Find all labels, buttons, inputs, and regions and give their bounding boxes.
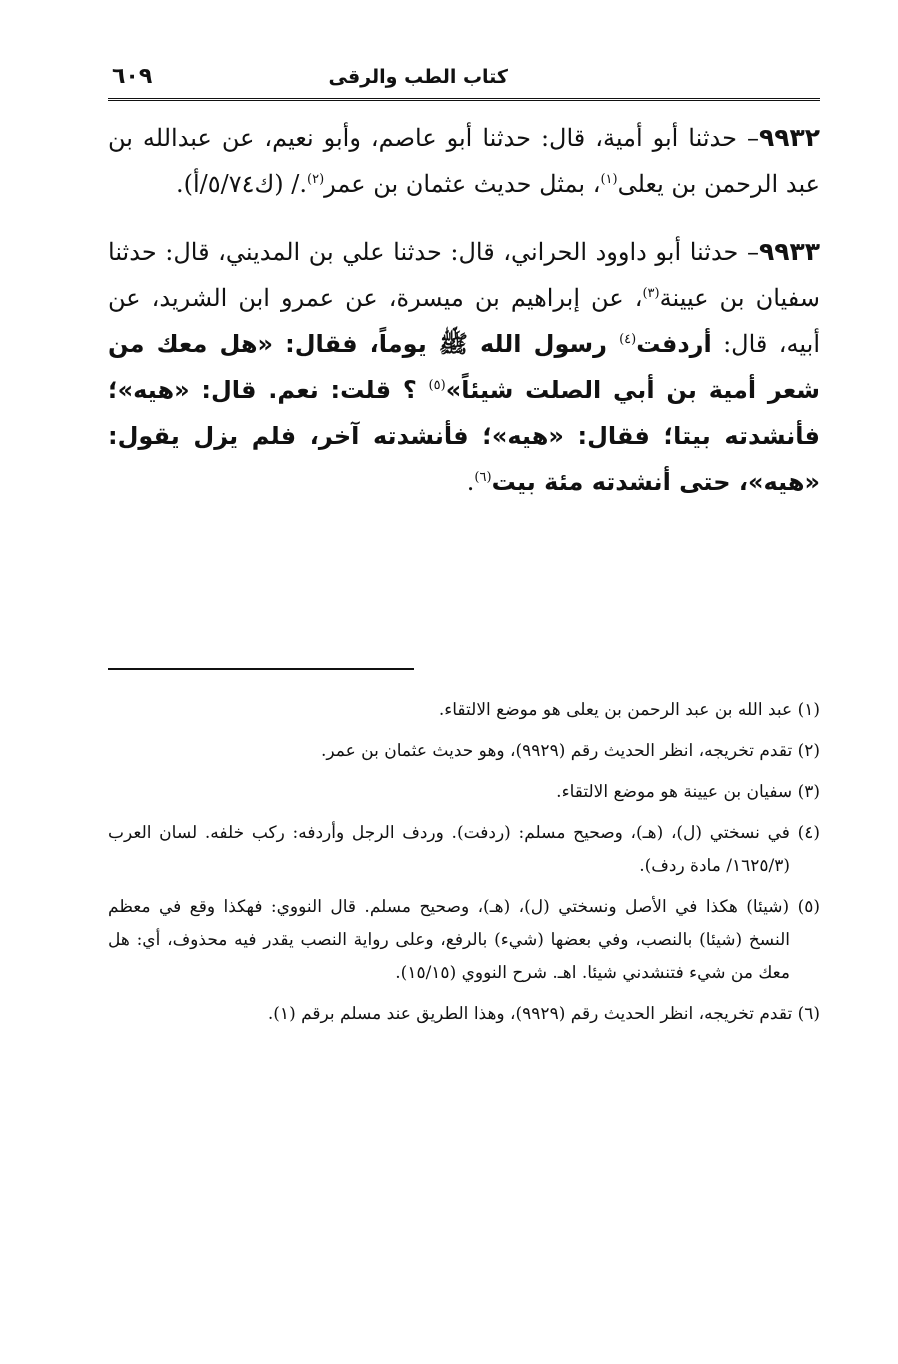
footnote-1: (١) عبد الله بن عبد الرحمن بن يعلى هو موضع الالتقاء. bbox=[438, 700, 820, 720]
book-title: كتاب الطب والرقى bbox=[328, 66, 508, 88]
hadith-matn: أردفت bbox=[636, 330, 712, 358]
footnote-3: (٣) سفيان بن عيينة هو موضع الالتقاء. bbox=[556, 782, 820, 802]
hadith-number: ٩٩٣٢ bbox=[758, 123, 820, 152]
footnote-ref: (١) bbox=[600, 172, 618, 187]
hadith-text: ، عن إبراهيم بن ميسرة، عن عمرو ابن الشريد، عن أبيه، قال: bbox=[108, 284, 820, 358]
footnote-2: (٢) تقدم تخريجه، انظر الحديث رقم (٩٩٢٩)، وهو حديث عثمان بن عمر. bbox=[321, 741, 820, 761]
page bbox=[108, 60, 820, 527]
footnote-ref: (٥) bbox=[428, 378, 446, 393]
footnote-4: (٤) في نسختي (ل)، (هـ)، وصحيح مسلم: (ردفت). وردف الرجل وأردفه: ركب خلفه. لسان العرب (١٦٢٥/٣/ مادة ردف). bbox=[108, 823, 820, 876]
hadith-text: – حدثنا أبو داوود الحراني، قال: حدثنا علي بن المديني، قال: حدثنا سفيان بن عيينة bbox=[108, 238, 820, 312]
footnote-5: (٥) (شيئا) هكذا في الأصل ونسختي (ل)، (هـ)، وصحيح مسلم. قال النووي: فهكذا وقع في معظم النسخ (شيئا) بالنصب، وفي بعضها (شيء) بالرفع، وعلى رواية النصب يقدر فيه محذوف، أي: هل معك من شيء فتنشدني شيئا. اهـ. شرح النووي (١٥/١٥). bbox=[108, 897, 820, 983]
hadith-text: ./ (ك٥/٧٤/أ). bbox=[175, 170, 307, 198]
hadith-text: – حدثنا أبو أمية، قال: حدثنا أبو عاصم، وأبو نعيم، عن عبدالله بن عبد الرحمن بن يعلى bbox=[108, 124, 820, 198]
hadith-number: ٩٩٣٣ bbox=[758, 237, 820, 266]
hadith-9933 bbox=[108, 229, 820, 505]
hadith-matn: ؟ قلت: نعم. قال: «هيه»؛ فأنشدته بيتا؛ فقال: «هيه»؛ فأنشدته آخر، فلم يزل يقول: «هيه»، حتى أنشدته مئة بيت bbox=[108, 376, 820, 496]
hadith-text: ، بمثل حديث عثمان بن عمر bbox=[324, 170, 601, 198]
footnote-ref: (٣) bbox=[642, 286, 660, 301]
page-number: ٦٠٩ bbox=[112, 64, 153, 89]
footnote-ref: (٤) bbox=[619, 332, 637, 347]
hadith-9932 bbox=[108, 115, 820, 207]
footnote-ref: (٦) bbox=[474, 470, 492, 485]
footnote-6: (٦) تقدم تخريجه، انظر الحديث رقم (٩٩٢٩)، وهذا الطريق عند مسلم برقم (١). bbox=[267, 1004, 820, 1024]
footnote-ref: (٢) bbox=[307, 172, 325, 187]
hadith-matn: رسول الله ﷺ يوماً، فقال: «هل معك من شعر أمية بن أبي الصلت شيئاً» bbox=[108, 330, 820, 404]
hadith-text: . bbox=[466, 468, 475, 496]
footnotes bbox=[108, 694, 820, 1039]
main-text bbox=[108, 115, 820, 505]
page-header bbox=[108, 60, 820, 101]
footnote-divider bbox=[108, 668, 414, 670]
